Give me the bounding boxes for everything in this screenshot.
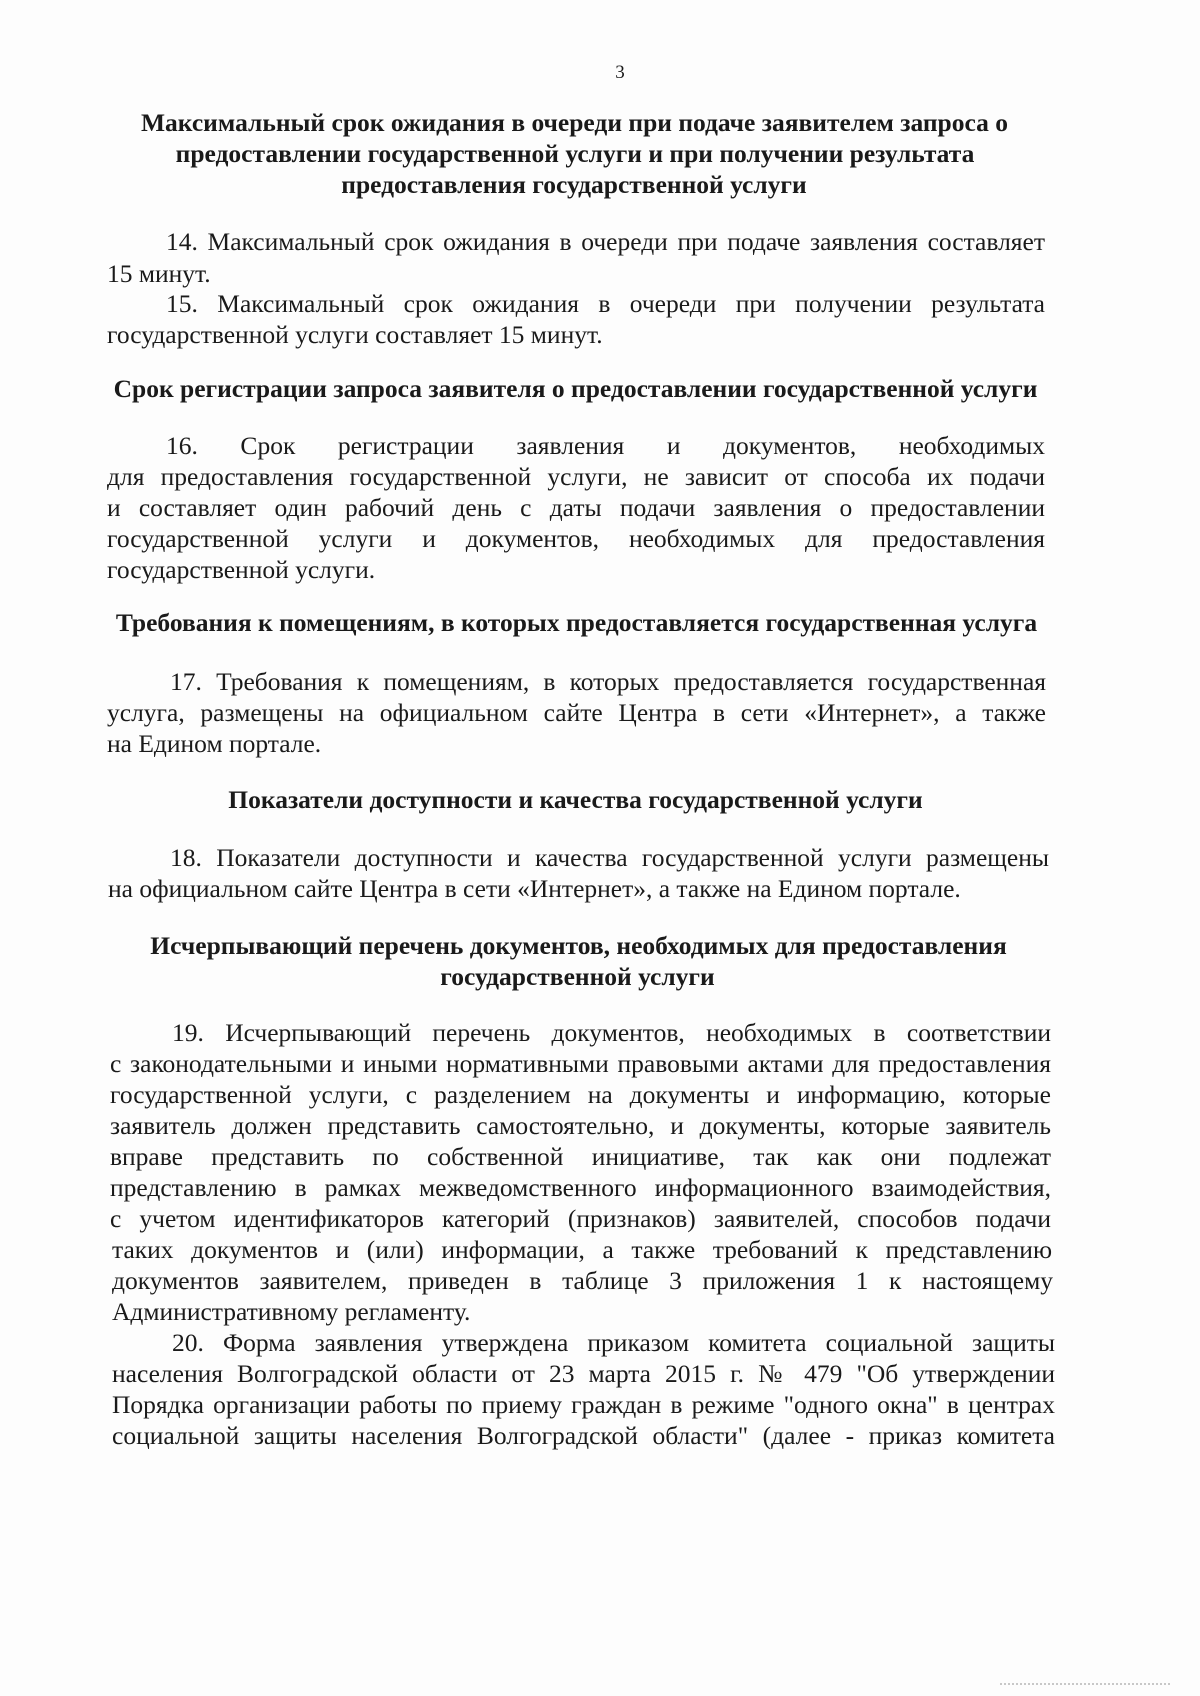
paragraph-line: документов заявителем, приведен в таблице 3 приложения 1 к настоящему [112, 1266, 1053, 1295]
paragraph-line: таких документов и (или) информации, а также требований к представлению [112, 1235, 1052, 1264]
paragraph-line: Порядка организации работы по приему граждан в режиме "одного окна" в центрах [112, 1390, 1055, 1419]
page-number: 3 [615, 62, 625, 83]
heading-line: предоставлении государственной услуги и при получении результата [175, 139, 975, 168]
paragraph-line: государственной услуги, с разделением на документы и информацию, которые [110, 1080, 1051, 1109]
paragraph-line: 17. Требования к помещениям, в которых предоставляется государственная [170, 667, 1046, 696]
paragraph-line: социальной защиты населения Волгоградской области" (далее - приказ комитета [112, 1421, 1055, 1450]
paragraph-line: Административному регламенту. [112, 1297, 471, 1326]
paragraph-line: 20. Форма заявления утверждена приказом комитета социальной защиты [172, 1328, 1055, 1357]
heading-line: Максимальный срок ожидания в очереди при подаче заявителем запроса о [140, 108, 1008, 137]
section-heading-indicators: Показатели доступности и качества государственной услуги [228, 785, 923, 814]
heading-line: Исчерпывающий перечень документов, необходимых для предоставления [150, 931, 1007, 960]
paragraph-line: 15. Максимальный срок ожидания в очереди при получении результата [166, 289, 1045, 318]
paragraph-line: 15 минут. [107, 259, 211, 288]
section-heading-registration: Срок регистрации запроса заявителя о предоставлении государственной услуги [113, 374, 1038, 403]
paragraph-line: населения Волгоградской области от 23 марта 2015 г. № 479 "Об утверждении [112, 1359, 1055, 1388]
paragraph-line: услуга, размещены на официальном сайте Центра в сети «Интернет», а также [107, 698, 1046, 727]
paragraph-line: заявитель должен представить самостоятельно, и документы, которые заявитель [110, 1111, 1051, 1140]
scan-artifact [1000, 1683, 1170, 1687]
paragraph-line: 19. Исчерпывающий перечень документов, необходимых в соответствии [172, 1018, 1051, 1047]
heading-line: государственной услуги [440, 962, 715, 991]
paragraph-line: 16. Срок регистрации заявления и документов, необходимых [166, 431, 1045, 460]
paragraph-line: государственной услуги составляет 15 минут. [107, 320, 603, 349]
paragraph-line: и составляет один рабочий день с даты подачи заявления о предоставлении [107, 493, 1045, 522]
section-heading-premises: Требования к помещениям, в которых предоставляется государственная услуга [115, 608, 1038, 637]
paragraph-line: для предоставления государственной услуги, не зависит от способа их подачи [107, 462, 1045, 491]
paragraph-line: на Едином портале. [107, 729, 322, 758]
paragraph-line: государственной услуги. [107, 555, 376, 584]
heading-line: предоставления государственной услуги [341, 170, 807, 199]
paragraph-line: представлению в рамках межведомственного информационного взаимодействия, [110, 1173, 1051, 1202]
paragraph-line: 14. Максимальный срок ожидания в очереди при подаче заявления составляет [166, 227, 1045, 256]
paragraph-line: с законодательными и иными нормативными правовыми актами для предоставления [110, 1049, 1051, 1078]
paragraph-line: на официальном сайте Центра в сети «Интернет», а также на Едином портале. [108, 874, 961, 903]
paragraph-line: 18. Показатели доступности и качества государственной услуги размещены [170, 843, 1049, 872]
paragraph-line: вправе представить по собственной инициативе, так как они подлежат [110, 1142, 1051, 1171]
paragraph-line: с учетом идентификаторов категорий (признаков) заявителей, способов подачи [110, 1204, 1051, 1233]
paragraph-line: государственной услуги и документов, необходимых для предоставления [107, 524, 1045, 553]
